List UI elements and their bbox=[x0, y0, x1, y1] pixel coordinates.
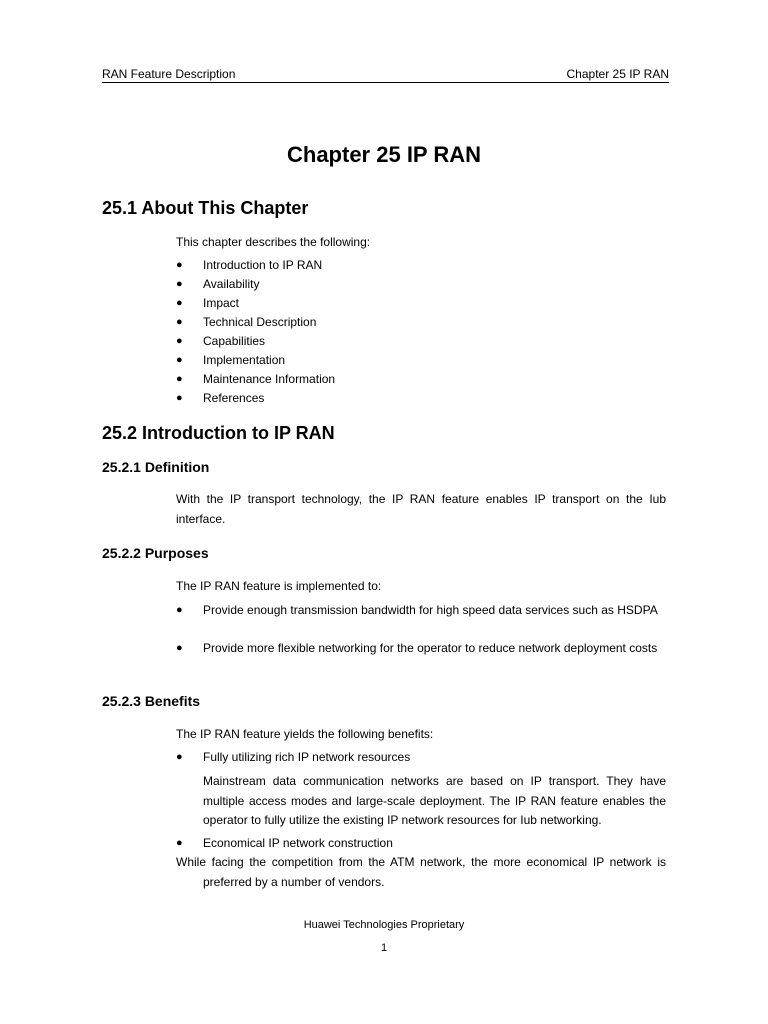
section-heading-25-1: 25.1 About This Chapter bbox=[102, 198, 309, 218]
bullet-icon: ● bbox=[176, 604, 183, 616]
benefits-intro: The IP RAN feature yields the following benefits: bbox=[176, 727, 434, 741]
list-item: ● Availability bbox=[176, 275, 666, 294]
bullet-icon: ● bbox=[176, 278, 183, 290]
list-item: ● Implementation bbox=[176, 351, 666, 370]
definition-text: With the IP transport technology, the IP RAN feature enables IP transport on the Iub interface. bbox=[176, 492, 666, 526]
purposes-intro: The IP RAN feature is implemented to: bbox=[176, 579, 382, 593]
bullet-icon: ● bbox=[176, 297, 183, 309]
bullet-icon: ● bbox=[176, 335, 183, 347]
header-rule bbox=[102, 82, 669, 83]
subsection-heading-benefits: 25.2.3 Benefits bbox=[102, 693, 201, 709]
bullet-icon: ● bbox=[176, 837, 183, 849]
running-header-left: RAN Feature Description bbox=[102, 67, 236, 81]
list-item: ● Introduction to IP RAN bbox=[176, 256, 666, 275]
list-item: ● Impact bbox=[176, 294, 666, 313]
bullet-icon: ● bbox=[176, 642, 183, 654]
benefit-detail: Mainstream data communication networks are based on IP transport. They have multiple access modes and large-scale deployment. The IP RAN feature enables the operator to fully utilize the existing IP network resources for Iub networking. bbox=[203, 774, 666, 827]
footer-company: Huawei Technologies Proprietary bbox=[303, 919, 465, 931]
purpose-item: ● Provide enough transmission bandwidth for high speed data services such as HSDPA bbox=[176, 601, 666, 621]
bullet-icon: ● bbox=[176, 316, 183, 328]
subsection-heading-purposes: 25.2.2 Purposes bbox=[102, 545, 209, 561]
bullet-icon: ● bbox=[176, 373, 183, 385]
bullet-icon: ● bbox=[176, 751, 183, 763]
bullet-icon: ● bbox=[176, 392, 183, 404]
bullet-icon: ● bbox=[176, 259, 183, 271]
section-heading-25-2: 25.2 Introduction to IP RAN bbox=[102, 423, 335, 443]
running-header-right: Chapter 25 IP RAN bbox=[566, 67, 669, 81]
purpose-item: ● Provide more flexible networking for the operator to reduce network deployment costs bbox=[176, 639, 666, 659]
about-intro: This chapter describes the following: bbox=[176, 235, 371, 249]
list-item: ● Technical Description bbox=[176, 313, 666, 332]
subsection-heading-definition: 25.2.1 Definition bbox=[102, 459, 210, 475]
benefit-item: ● Economical IP network construction bbox=[176, 834, 666, 854]
bullet-icon: ● bbox=[176, 354, 183, 366]
benefit-item: ● Fully utilizing rich IP network resources bbox=[176, 748, 666, 768]
list-item: ● Maintenance Information bbox=[176, 370, 666, 389]
chapter-contents-list bbox=[176, 256, 666, 408]
list-item: ● References bbox=[176, 389, 666, 408]
benefit-detail: While facing the competition from the ATM network, the more economical IP network is preferred by a number of vendors. bbox=[176, 855, 666, 889]
chapter-title: Chapter 25 IP RAN bbox=[287, 142, 481, 167]
page-number: 1 bbox=[380, 942, 388, 954]
list-item: ● Capabilities bbox=[176, 332, 666, 351]
